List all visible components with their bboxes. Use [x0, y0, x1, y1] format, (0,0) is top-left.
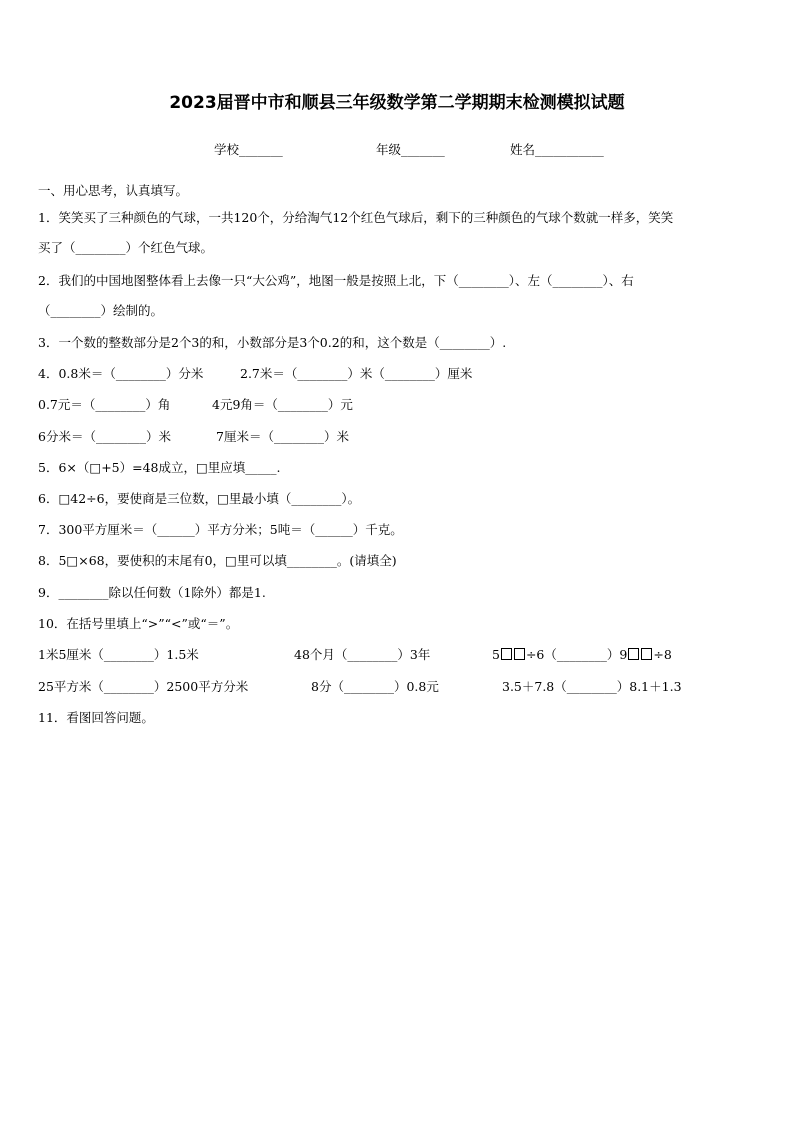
- name-field[interactable]: 姓名___________: [510, 142, 604, 157]
- blank-box: [514, 648, 525, 660]
- question-2-line-1: 2．我们的中国地图整体看上去像一只“大公鸡”，地图一般是按照上北，下（________）、左（________）、右: [38, 273, 634, 288]
- question-5: 5．6×（□+5）=48成立，□里应填_____.: [38, 460, 281, 475]
- grade-field[interactable]: 年级_______: [376, 142, 445, 157]
- question-7: 7．300平方厘米＝（______）平方分米；5吨＝（______）千克。: [38, 522, 403, 537]
- question-10-f: 3.5＋7.8（________）8.1＋1.3: [502, 679, 682, 694]
- question-9: 9．________除以任何数（1除外）都是1.: [38, 585, 266, 600]
- question-10-c: [492, 645, 672, 663]
- question-1-line-1: 1．笑笑买了三种颜色的气球，一共120个，分给淘气12个红色气球后，剩下的三种颜色的气球个数就一样多，笑笑: [38, 210, 674, 225]
- blank-box: [641, 648, 652, 660]
- question-8: 8．5□×68，要使积的末尾有0，□里可以填________。(请填全): [38, 553, 397, 568]
- question-10-stem: 10．在括号里填上“>”“<”或“＝”。: [38, 616, 239, 631]
- blank-box: [628, 648, 639, 660]
- question-4-e: 6分米＝（________）米: [38, 429, 171, 444]
- section-heading-1: 一、用心思考，认真填写。: [38, 183, 189, 198]
- question-4-d: 4元9角＝（________）元: [212, 397, 353, 412]
- question-10-c-pre: 5: [492, 647, 500, 662]
- question-4-f: 7厘米＝（________）米: [216, 429, 349, 444]
- page-title: 2023届晋中市和顺县三年级数学第二学期期末检测模拟试题: [169, 93, 625, 113]
- question-10-e: 8分（________）0.8元: [311, 679, 439, 694]
- question-2-line-2: （________）绘制的。: [38, 303, 164, 318]
- question-10-d: 25平方米（________）2500平方分米: [38, 679, 249, 694]
- question-10-c-mid: ÷6（________）9: [525, 647, 628, 662]
- question-11: 11．看图回答问题。: [38, 710, 154, 725]
- question-10-b: 48个月（________）3年: [294, 647, 431, 662]
- question-1-line-2: 买了（________）个红色气球。: [38, 240, 214, 255]
- question-3: 3．一个数的整数部分是2个3的和，小数部分是3个0.2的和，这个数是（________）.: [38, 335, 507, 350]
- blank-box: [501, 648, 512, 660]
- question-4-b: 2.7米＝（________）米（________）厘米: [240, 366, 473, 381]
- question-6: 6．□42÷6，要使商是三位数，□里最小填（________）。: [38, 491, 361, 506]
- question-4-c: 0.7元＝（________）角: [38, 397, 171, 412]
- school-field[interactable]: 学校_______: [214, 142, 283, 157]
- question-10-c-post: ÷8: [653, 647, 672, 662]
- question-10-a: 1米5厘米（________）1.5米: [38, 647, 199, 662]
- question-4-a: 4．0.8米＝（________）分米: [38, 366, 204, 381]
